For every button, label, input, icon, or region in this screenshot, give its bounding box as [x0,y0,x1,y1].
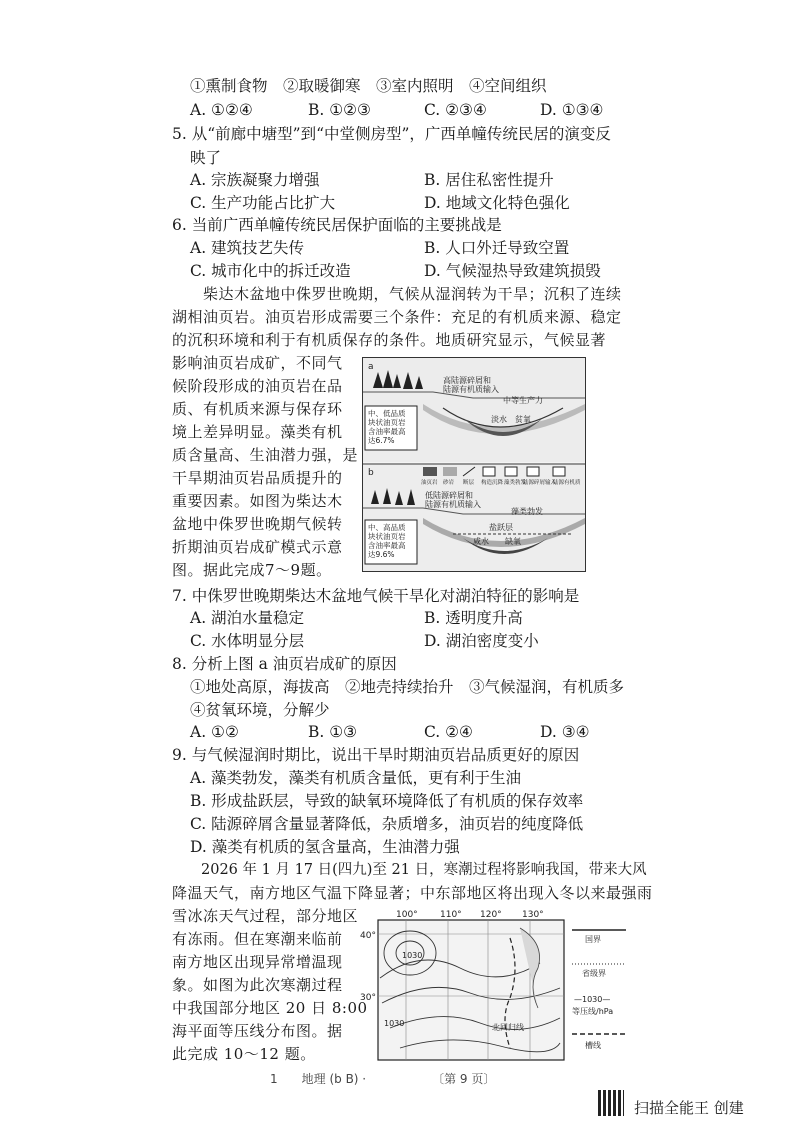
legend-border: 国界 [585,935,601,944]
passage3-wrap6: 海平面等压线分布图。据 [172,1022,343,1040]
q4-option-b: B. ①②③ [308,101,371,119]
lon-label-100: 100° [396,910,418,920]
svg-text:陆源碎屑输入: 陆源碎屑输入 [523,480,557,486]
svg-text:达6.7%: 达6.7% [368,436,395,445]
q8-stem: 8. 分析上图 a 油页岩成矿的原因 [172,655,397,673]
svg-text:藻类勃发: 藻类勃发 [504,480,527,486]
q8-option-a: A. ①② [190,723,239,741]
qr-code-icon [598,1090,624,1116]
svg-text:块状油页岩: 块状油页岩 [368,532,406,541]
q4-option-c: C. ②③④ [424,101,487,119]
scanner-watermark: 扫描全能王 创建 [634,1099,744,1117]
passage2-wrap1: 影响油页岩成矿，不同气 [172,354,343,372]
q9-option-c: C. 陆源碎屑含量显著降低，杂质增多，油页岩的纯度降低 [190,815,584,833]
q5-option-a: A. 宗族凝聚力增强 [190,171,320,189]
svg-text:砂岩: 砂岩 [443,480,455,486]
q5-option-b: B. 居住私密性提升 [424,171,554,189]
q9-option-d: D. 藻类有机质的氢含量高，生油潜力强 [190,838,460,856]
q7-option-c: C. 水体明显分层 [190,632,305,650]
label-halo-b: 盐跃层 [489,523,513,532]
q6-option-b: B. 人口外迁导致空置 [424,239,570,257]
passage2-line3: 的沉积环境和利于有机质保存的条件。地质研究显示，气候显著 [172,331,607,349]
q6-stem: 6. 当前广西单幢传统民居保护面临的主要挑战是 [172,216,502,234]
q4-statements: ①熏制食物 ②取暖御寒 ③室内照明 ④空间组织 [190,77,547,95]
passage3-wrap5: 中我国部分地区 20 日 8:00 [172,999,368,1017]
passage2-line2: 湖相油页岩。油页岩形成需要三个条件：充足的有机质来源、稳定 [172,308,622,326]
q8-option-c: C. ②④ [424,723,473,741]
q4-option-a: A. ①②④ [190,101,253,119]
passage3-line1: 2026 年 1 月 17 日(四九)至 21 日，寒潮过程将影响我国，带来大风 [172,862,647,878]
lat-label-30: 30° [360,993,376,1003]
label-input2-b: 陆源有机质输入 [425,500,481,509]
label-prod-a: 中等生产力 [503,396,543,405]
oil-shale-figure [362,357,586,572]
lon-label-110: 110° [440,910,462,920]
q5-option-c: C. 生产功能占比扩大 [190,194,336,212]
tropic-label: 北回归线 [492,1023,524,1032]
svg-text:油页岩: 油页岩 [421,480,438,486]
passage2-wrap10: 图。据此完成7～9题。 [172,561,332,579]
isobar-label-2: 1030 [384,1019,405,1028]
q7-option-d: D. 湖泊密度变小 [424,632,539,650]
q5-stem-line2: 映了 [190,149,222,167]
q4-option-d: D. ①③④ [540,101,604,119]
passage2-wrap8: 盆地中侏罗世晚期气候转 [172,515,343,533]
legend-province: 省级界 [582,969,606,978]
label-water-b: 咸水 缺氧 [473,537,521,546]
legend-isobar: 等压线/hPa [572,1007,614,1016]
q8-option-d: D. ③④ [540,723,590,741]
legend-isobar-value: —1030— [574,995,611,1004]
q5-option-d: D. 地域文化特色强化 [424,194,570,212]
svg-text:块状油页岩: 块状油页岩 [368,418,406,427]
svg-text:中、低品质: 中、低品质 [368,409,406,418]
label-input-b: 低陆源碎屑和 [425,491,473,500]
svg-text:含油率最高: 含油率最高 [368,541,406,550]
lon-label-130: 130° [522,910,544,920]
passage3-wrap1: 雪冰冻天气过程，部分地区 [172,907,359,925]
panel-b-tag: b [368,468,374,478]
oil-shale-diagram [363,358,585,571]
isobar-map-figure [360,908,630,1063]
q9-stem: 9. 与气候湿润时期比，说出干旱时期油页岩品质更好的原因 [172,746,580,764]
passage3-wrap3: 南方地区出现异常增温现 [172,953,343,971]
q6-option-a: A. 建筑技艺失传 [190,239,305,257]
lon-label-120: 120° [480,910,502,920]
svg-text:陆源有机质: 陆源有机质 [553,480,581,486]
q9-option-a: A. 藻类勃发，藻类有机质含量低，更有利于生油 [190,769,522,787]
lat-label-40: 40° [360,931,376,941]
passage2-wrap9: 折期油页岩成矿模式示意 [172,538,343,556]
svg-text:达9.6%: 达9.6% [368,550,395,559]
page-footer: 1 地理 (b B) · 〔第 9 页〕 [270,1072,496,1086]
q5-stem-line1: 5. 从“前廊中塘型”到“中堂侧房型”，广西单幢传统民居的演变反 [172,125,611,143]
passage2-wrap4: 境上差异明显。藻类有机 [172,423,343,441]
passage2-wrap2: 候阶段形成的油页岩在品 [172,377,343,395]
q8-option-b: B. ①③ [308,723,358,741]
passage2-wrap6: 干旱期油页岩品质提升的 [172,469,343,487]
label-water-a: 淡水 贫氧 [491,415,531,424]
q7-option-a: A. 湖泊水量稳定 [190,609,305,627]
q6-option-c: C. 城市化中的拆迁改造 [190,262,351,280]
passage3-line2: 降温天气，南方地区气温下降显著；中东部地区将出现入冬以来最强雨 [172,884,653,902]
legend-trough: 槽线 [585,1041,601,1050]
isobar-map [360,908,630,1063]
q8-statements-2: ④贫氧环境，分解少 [190,701,330,719]
passage3-wrap4: 象。如图为此次寒潮过程 [172,976,343,994]
passage2-wrap7: 重要因素。如图为柴达木 [172,492,343,510]
passage3-wrap7: 此完成 10～12 题。 [172,1045,316,1063]
passage2-wrap5: 质含量高、生油潜力强，是 [172,446,359,464]
passage2-wrap3: 质、有机质来源与保存环 [172,400,343,418]
q7-option-b: B. 透明度升高 [424,609,523,627]
svg-text:中、高品质: 中、高品质 [368,523,406,532]
label-input-a: 高陆源碎屑和 [443,376,491,385]
label-bloom-b: 藻类勃发 [511,507,543,516]
svg-text:构造沉降: 构造沉降 [481,480,504,486]
panel-a-tag: a [368,362,374,372]
q9-option-b: B. 形成盐跃层，导致的缺氧环境降低了有机质的保存效率 [190,792,584,810]
label-input2-a: 陆源有机质输入 [443,385,499,394]
passage2-line1: 柴达木盆地中侏罗世晚期，气候从湿润转为干旱；沉积了连续 [172,285,622,303]
q7-stem: 7. 中侏罗世晚期柴达木盆地气候干旱化对湖泊特征的影响是 [172,587,580,605]
isobar-label-1: 1030 [402,951,423,960]
q8-statements-1: ①地处高原，海拔高 ②地壳持续抬升 ③气候湿润，有机质多 [190,678,625,696]
svg-text:断层: 断层 [463,480,475,486]
q6-option-d: D. 气候湿热导致建筑损毁 [424,262,601,280]
svg-text:含油率最高: 含油率最高 [368,427,406,436]
passage3-wrap2: 有冻雨。但在寒潮来临前 [172,930,343,948]
